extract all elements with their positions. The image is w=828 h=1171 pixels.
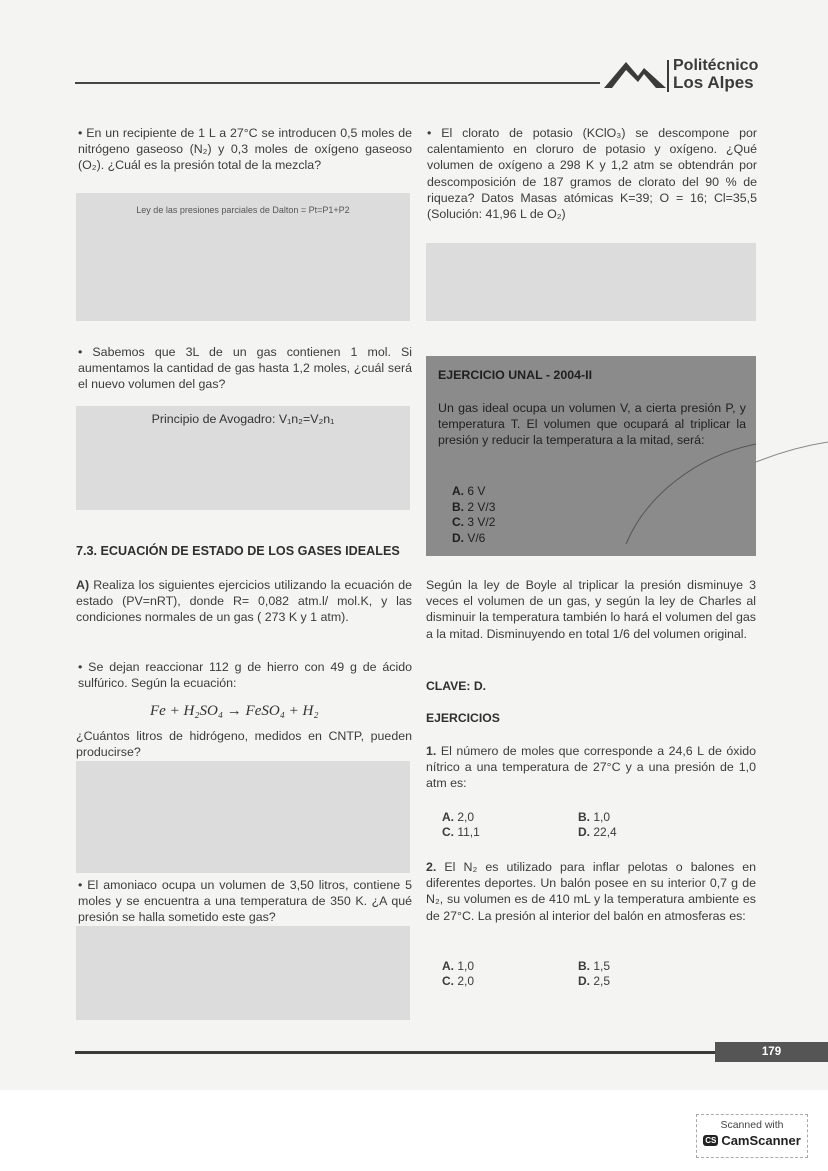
exercise-2-option-b: B. 1,5: [578, 959, 611, 973]
reaction-equation: Fe + H₂SO₄ → FeSO₄ + H₂: [150, 703, 319, 719]
exercise-2-option-a: A. 1,0: [442, 959, 475, 973]
logo-mountain-icon: [604, 56, 668, 90]
brand-line-2: Los Alpes: [673, 73, 754, 92]
instruction-a-label: A): [76, 578, 90, 592]
unal-option-d: D. V/6: [452, 530, 486, 545]
curve-decoration: [596, 436, 756, 546]
logo-divider: [667, 60, 669, 92]
answer-key: CLAVE: D.: [426, 679, 487, 693]
unal-question: Un gas ideal ocupa un volumen V, a cierta presión P, y temperatura T. El volumen que ocupará al triplicar la presión y reducir la temperatura a la mitad, será:: [438, 401, 746, 448]
watermark-line-2: CamScanner: [721, 1133, 801, 1148]
exercise-2: [426, 859, 756, 924]
camscanner-logo-icon: CS: [705, 1136, 717, 1145]
instruction-a-text: Realiza los siguientes ejercicios utilizando la ecuación de estado (PV=nRT), donde R= 0,082 atm.l/ mol.K, y las condiciones normales de un gas ( 273 K y 1 atm).: [76, 578, 412, 625]
exercise-2-option-d: D. 2,5: [578, 974, 611, 988]
brand-line-1: Politécnico: [673, 57, 759, 74]
section-title: 7.3. ECUACIÓN DE ESTADO DE LOS GASES IDEALES: [76, 544, 400, 558]
exercise-1-option-c: C. 11,1: [442, 825, 480, 839]
exercise-1-option-b: B. 1,0: [578, 810, 611, 824]
right-question-1: • El clorato de potasio (KClO₃) se descompone por calentamiento en cloruro de potasio y oxígeno. ¿Qué volumen de oxígeno a 298 K y 1,2 atm se obtendrán por descomposición de 187 gramos de clorato del 90 % de riqueza? Datos Masas atómicas K=39; O = 16; Cl=35,5 (Solución: 41,96 L de O₂): [427, 126, 757, 222]
exercise-1: [426, 743, 756, 792]
unal-option-c: C. 3 V/2: [452, 515, 496, 529]
avogadro-hint: Principio de Avogadro: V₁n₂=V₂n₁: [151, 412, 335, 426]
dalton-hint: Ley de las presiones parciales de Dalton = Pt=P1+P2: [136, 205, 350, 215]
left-question-4: • El amoniaco ocupa un volumen de 3,50 litros, contiene 5 moles y se encuentra a una temperatura de 350 K. ¿A qué presión se halla sometido este gas?: [78, 878, 412, 925]
left-question-3b: ¿Cuántos litros de hidrógeno, medidos en CNTP, pueden producirse?: [76, 729, 412, 760]
boyle-explanation: Según la ley de Boyle al triplicar la presión disminuye 3 veces el volumen de un gas, y según la ley de Charles al disminuir la temperatura también lo hará el volumen del gas a la mitad. Disminuyendo en total 1/6 del volumen original.: [426, 578, 756, 641]
unal-title: EJERCICIO UNAL - 2004-II: [438, 368, 593, 382]
page-number: 179: [761, 1046, 782, 1058]
left-question-2: • Sabemos que 3L de un gas contienen 1 mol. Si aumentamos la cantidad de gas hasta 1,2 moles, ¿cuál será el nuevo volumen del gas?: [78, 345, 412, 392]
left-question-3: • Se dejan reaccionar 112 g de hierro con 49 g de ácido sulfúrico. Según la ecuación:: [78, 660, 412, 691]
answer-box-4: [76, 926, 410, 1020]
exercise-1-number: 1.: [426, 744, 437, 758]
unal-options: [452, 484, 495, 546]
curve-decoration-outer: [756, 440, 828, 468]
exercise-1-text: El número de moles que corresponde a 24,6 L de óxido nítrico a una temperatura de 27°C y a una presión de 1,0 atm es:: [426, 744, 756, 791]
footer-rule: [75, 1051, 715, 1054]
answer-box-2: [76, 406, 410, 510]
left-question-1: • En un recipiente de 1 L a 27°C se introducen 0,5 moles de nitrógeno gaseoso (N₂) y 0,3 moles de oxígeno gaseoso (O₂). ¿Cuál es la presión total de la mezcla?: [78, 126, 412, 173]
page-number-tab: [715, 1042, 828, 1062]
exercise-1-option-a: A. 2,0: [442, 810, 475, 824]
exercise-1-option-d: D. 22,4: [578, 825, 617, 839]
watermark-brand: [697, 1133, 807, 1148]
instruction-a: [76, 577, 412, 626]
camscanner-watermark: [696, 1114, 808, 1158]
answer-box-3: [76, 761, 410, 873]
exercise-2-option-c: C. 2,0: [442, 974, 475, 988]
watermark-line-1: Scanned with: [720, 1119, 784, 1131]
unal-option-a: A. 6 V: [452, 484, 486, 498]
unal-exercise-box: [426, 356, 756, 556]
exercise-2-text: El N₂ es utilizado para inflar pelotas o balones en diferentes deportes. Un balón posee en su interior 0,7 g de N₂, su volumen es de 410 mL y la temperatura ambiente es de 27°C. La presión al interior del balón en atmosferas es:: [426, 860, 756, 923]
answer-box-1: [76, 193, 410, 321]
exercises-title: EJERCICIOS: [426, 711, 500, 725]
header-rule: [75, 82, 600, 84]
unal-option-b: B. 2 V/3: [452, 499, 496, 514]
answer-box-5: [426, 243, 756, 321]
exercise-2-number: 2.: [426, 860, 437, 874]
